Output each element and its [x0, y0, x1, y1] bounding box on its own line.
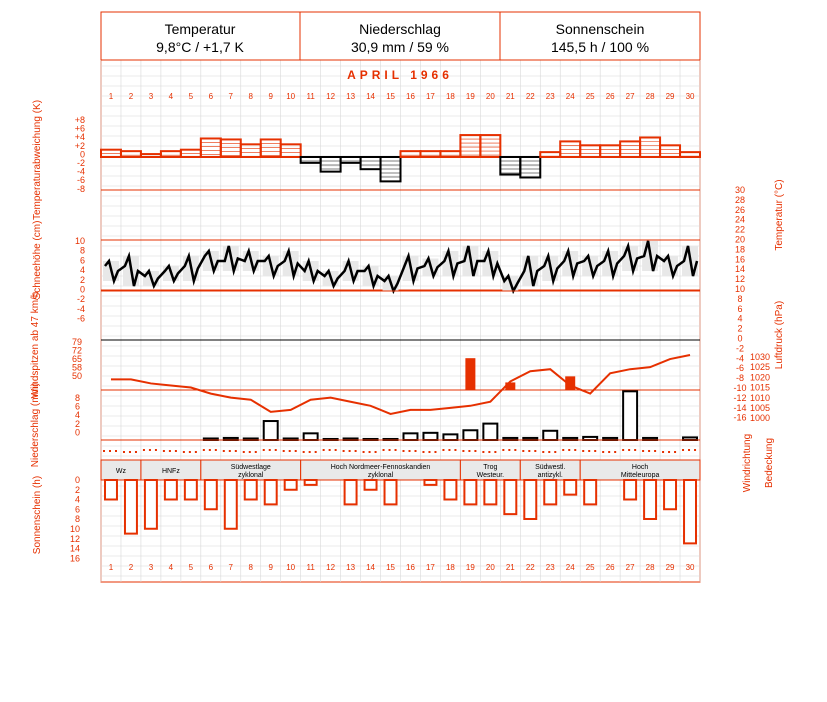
- weather-type-label: Wz: [115, 468, 127, 475]
- day-label-bottom: 21: [505, 563, 515, 572]
- wind-dir-marker: [255, 451, 257, 453]
- tick-label: 6: [74, 504, 80, 515]
- pressure-axis-label: Luftdruck (hPa): [774, 300, 785, 370]
- tick-label: 18: [734, 244, 746, 255]
- day-label-bottom: 19: [465, 563, 475, 572]
- wind-dir-marker: [688, 449, 690, 451]
- tick-label: 12: [734, 274, 746, 285]
- weather-type-label: Mitteleuropa: [620, 472, 660, 479]
- wind-dir-marker: [389, 449, 391, 451]
- wind-dir-marker: [403, 450, 405, 452]
- wind-dir-marker: [395, 449, 397, 451]
- wind-dir-marker: [474, 450, 476, 452]
- wind-dir-marker: [283, 450, 285, 452]
- wind-dir-marker: [215, 449, 217, 451]
- wind-dir-marker: [522, 450, 524, 452]
- precip-bar: [404, 433, 418, 440]
- sunshine-bar: [185, 480, 197, 500]
- wind-dir-marker: [448, 449, 450, 451]
- tick-label: 26: [734, 204, 746, 215]
- wind-dir-marker: [243, 451, 245, 453]
- wind-dir-marker: [329, 449, 331, 451]
- wind-dir-marker: [189, 451, 191, 453]
- sunshine-bar: [504, 480, 516, 514]
- wind-dir-marker: [263, 449, 265, 451]
- precip-bar: [483, 424, 497, 440]
- day-label-bottom: 26: [605, 563, 615, 572]
- wind-dir-marker: [235, 450, 237, 452]
- day-label-top: 21: [505, 92, 515, 101]
- tick-label: 2: [74, 484, 80, 495]
- day-label-bottom: 3: [148, 563, 154, 572]
- month-title: APRIL 1966: [347, 68, 453, 82]
- sunshine-bar: [165, 480, 177, 500]
- weather-type-label: Hoch: [631, 464, 649, 471]
- wind-dir-marker: [568, 449, 570, 451]
- tick-label: 2: [79, 274, 85, 285]
- sunshine-bar: [145, 480, 157, 529]
- wind-dir-marker: [528, 450, 530, 452]
- wind-dir-marker: [614, 451, 616, 453]
- weather-type-panel: [101, 460, 700, 480]
- wind-dir-marker: [303, 451, 305, 453]
- tick-label: 8: [74, 393, 80, 403]
- wind-dir-marker: [482, 451, 484, 453]
- wind-dir-marker: [562, 449, 564, 451]
- precip-bar: [443, 434, 457, 440]
- wind-dir-marker: [442, 449, 444, 451]
- wind-dir-marker: [135, 451, 137, 453]
- wind-dir-marker: [462, 450, 464, 452]
- tick-label: 1020: [749, 372, 771, 383]
- day-label-bottom: 13: [346, 563, 356, 572]
- tick-label: +8: [74, 115, 85, 125]
- tick-label: 14: [69, 543, 80, 554]
- wind-dir-marker: [502, 449, 504, 451]
- sunshine-bar: [644, 480, 656, 519]
- header-value: 30,9 mm / 59 %: [350, 39, 450, 55]
- tick-label: -2: [76, 294, 85, 305]
- wind-dir-marker: [488, 451, 490, 453]
- tick-label: 22: [734, 224, 746, 235]
- day-label-bottom: 22: [525, 563, 535, 572]
- wind-dir-marker: [654, 450, 656, 452]
- day-label-bottom: 29: [665, 563, 675, 572]
- wind-dir-marker: [355, 450, 357, 452]
- wind-dir-marker: [315, 451, 317, 453]
- tick-label: -14: [733, 402, 747, 413]
- wind-dir-marker: [335, 449, 337, 451]
- wind-dir-marker: [149, 449, 151, 451]
- tick-label: 50: [71, 371, 82, 381]
- tick-label: 0: [74, 475, 80, 485]
- wind-dir-marker: [163, 450, 165, 452]
- day-label-top: 15: [386, 92, 395, 101]
- day-label-bottom: 1: [108, 563, 114, 572]
- tick-label: 8: [74, 514, 80, 525]
- wind-dir-marker: [494, 451, 496, 453]
- sunshine-bar: [584, 480, 596, 504]
- wind-dir-marker: [295, 450, 297, 452]
- cloud-axis-label: Bedeckung: [764, 437, 775, 489]
- day-label-top: 28: [645, 92, 655, 101]
- weather-type-label: Trog: [483, 464, 498, 471]
- sunshine-bar: [664, 480, 676, 509]
- day-label-bottom: 27: [625, 563, 635, 572]
- wind-dir-marker: [542, 451, 544, 453]
- tick-label: -10: [733, 383, 747, 393]
- tick-label: 1025: [749, 362, 771, 373]
- sunshine-bar: [424, 480, 436, 485]
- tick-label: 6: [74, 401, 80, 412]
- tick-label: -16: [733, 412, 747, 423]
- day-label-top: 17: [425, 92, 435, 101]
- day-label-bottom: 23: [545, 563, 555, 572]
- tick-label: 58: [71, 362, 82, 373]
- wind-dir-marker: [323, 449, 325, 451]
- tick-label: +6: [74, 123, 85, 134]
- wind-dir-marker: [363, 451, 365, 453]
- sunshine-bar: [544, 480, 556, 504]
- sunshine-bar: [624, 480, 636, 500]
- wind-dir-marker: [662, 451, 664, 453]
- weather-type-label: antizykl.: [537, 472, 563, 479]
- day-label-bottom: 10: [286, 563, 296, 572]
- tick-label: 6: [79, 255, 85, 266]
- wind-dir-marker: [349, 450, 351, 452]
- day-label-top: 6: [208, 92, 214, 101]
- tick-label: 4: [737, 313, 743, 324]
- tick-label: 1030: [749, 352, 771, 362]
- sunshine-bar: [524, 480, 536, 519]
- wind-dir-marker: [694, 449, 696, 451]
- sunshine-bar: [125, 480, 137, 534]
- wind-dir-marker: [289, 450, 291, 452]
- tick-label: 16: [734, 254, 746, 265]
- wind-gust-bar: [465, 358, 475, 390]
- tick-label: 10: [74, 236, 85, 246]
- sunshine-bar: [285, 480, 297, 490]
- day-label-top: 22: [525, 92, 535, 101]
- wind-dir-marker: [602, 451, 604, 453]
- day-label-top: 29: [665, 92, 675, 101]
- sun-axis-label: Sonnenschein (h): [32, 475, 43, 555]
- tick-label: 1005: [749, 403, 771, 413]
- day-label-top: 18: [445, 92, 455, 101]
- day-label-bottom: 7: [228, 563, 234, 572]
- tick-label: 6: [737, 303, 743, 314]
- precip-bar: [463, 430, 477, 440]
- tick-label: 10: [734, 284, 746, 294]
- wind-dir-marker: [668, 451, 670, 453]
- wind-dir-marker: [203, 449, 205, 451]
- day-label-bottom: 5: [188, 563, 194, 572]
- tick-label: 0: [74, 427, 80, 438]
- tick-label: 12: [69, 533, 80, 544]
- day-label-top: 24: [565, 92, 575, 101]
- wind-dir-marker: [422, 451, 424, 453]
- tick-label: 8: [79, 245, 85, 256]
- day-label-top: 10: [286, 92, 296, 101]
- day-label-bottom: 25: [585, 563, 595, 572]
- wind-dir-marker: [428, 451, 430, 453]
- day-label-top: 25: [585, 92, 595, 101]
- day-label-top: 7: [228, 92, 234, 101]
- tick-label: 30: [734, 185, 746, 195]
- day-label-top: 19: [465, 92, 475, 101]
- weather-type-label: Südwestl.: [535, 464, 566, 471]
- sunshine-bar: [225, 480, 237, 529]
- wind-dir-marker: [103, 450, 105, 452]
- tick-label: -2: [76, 158, 85, 168]
- wind-dir-marker: [175, 450, 177, 452]
- wind-dir-marker: [682, 449, 684, 451]
- wind-dir-marker: [514, 449, 516, 451]
- day-label-top: 9: [268, 92, 273, 101]
- precip-bar: [264, 421, 278, 440]
- sunshine-bar: [305, 480, 317, 485]
- sunshine-bar: [105, 480, 117, 500]
- day-label-bottom: 17: [425, 563, 435, 572]
- tick-label: +2: [74, 140, 85, 151]
- wind-dir-marker: [369, 451, 371, 453]
- day-label-top: 13: [346, 92, 356, 101]
- tick-label: 4: [74, 410, 80, 421]
- wind-dir-marker: [209, 449, 211, 451]
- temperature-axis-label: Temperatur (°C): [774, 179, 785, 251]
- day-label-bottom: 28: [645, 563, 655, 572]
- day-label-bottom: 9: [268, 563, 273, 572]
- day-label-bottom: 2: [128, 563, 134, 572]
- wind-dir-marker: [383, 449, 385, 451]
- day-label-bottom: 15: [386, 563, 395, 572]
- tick-label: 24: [734, 214, 746, 225]
- weather-type-label: Westeur.: [476, 472, 505, 479]
- wind-dir-marker: [622, 449, 624, 451]
- weather-type-label: zyklonal: [367, 472, 394, 479]
- header-title: Sonnenschein: [555, 21, 645, 37]
- wind-dir-marker: [183, 451, 185, 453]
- sunshine-bar: [684, 480, 696, 543]
- wind-dir-marker: [129, 451, 131, 453]
- wind-dir-marker: [434, 451, 436, 453]
- wind-dir-marker: [309, 451, 311, 453]
- wind-dir-marker: [574, 449, 576, 451]
- day-label-top: 11: [306, 92, 315, 101]
- sunshine-bar: [245, 480, 257, 500]
- wind-dir-marker: [454, 449, 456, 451]
- day-label-top: 16: [406, 92, 415, 101]
- day-label-bottom: 18: [445, 563, 455, 572]
- wind-dir-marker: [468, 450, 470, 452]
- sunshine-bar: [385, 480, 397, 504]
- day-label-top: 8: [248, 92, 253, 101]
- wind-dir-marker: [109, 450, 111, 452]
- snow-axis-label: Schneehöhe (cm): [32, 220, 43, 300]
- tick-label: 10: [69, 524, 80, 534]
- wind-dir-marker: [634, 449, 636, 451]
- day-label-bottom: 8: [248, 563, 253, 572]
- weather-type-label: Hoch Nordmeer-Fennoskandien: [330, 464, 431, 471]
- day-label-top: 30: [685, 92, 695, 101]
- wind-dir-marker: [554, 451, 556, 453]
- wind-dir-marker: [582, 450, 584, 452]
- temp-anomaly-axis-label: Temperaturabweichung (K): [32, 99, 43, 221]
- tick-label: 72: [71, 345, 82, 356]
- wind-dir-marker: [588, 450, 590, 452]
- tick-label: -8: [76, 183, 85, 194]
- wind-dir-marker: [534, 450, 536, 452]
- wind-dir-marker: [375, 451, 377, 453]
- header-value: 9,8°C / +1,7 K: [156, 39, 244, 55]
- wind-dir-marker: [143, 449, 145, 451]
- tick-label: -4: [76, 166, 85, 177]
- day-label-bottom: 6: [208, 563, 214, 572]
- wind-dir-marker: [648, 450, 650, 452]
- sunshine-bar: [464, 480, 476, 504]
- header-title: Temperatur: [164, 21, 236, 37]
- tick-label: 2: [737, 323, 743, 334]
- tick-label: -6: [76, 175, 85, 186]
- day-label-top: 14: [366, 92, 376, 101]
- day-label-top: 23: [545, 92, 555, 101]
- day-label-top: 5: [188, 92, 194, 101]
- precip-bar: [543, 431, 557, 440]
- sunshine-bar: [265, 480, 277, 504]
- tick-label: 0: [79, 149, 85, 160]
- wind-axis-label: Windspitzen ab 47 km/h: [30, 291, 41, 399]
- precip-bar: [304, 433, 318, 440]
- day-label-bottom: 12: [326, 563, 336, 572]
- tick-label: 79: [71, 337, 82, 347]
- tick-label: 20: [734, 234, 746, 245]
- day-label-top: 12: [326, 92, 336, 101]
- wind-dir-marker: [415, 450, 417, 452]
- header-title: Niederschlag: [359, 21, 441, 37]
- precip-axis-label: Niederschlag (mm): [30, 382, 41, 468]
- weather-type-label: HNFz: [161, 468, 180, 475]
- tick-label: 16: [69, 553, 80, 564]
- precip-bar: [423, 433, 437, 440]
- sunshine-bar: [564, 480, 576, 495]
- tick-label: 4: [74, 494, 80, 505]
- day-label-bottom: 14: [366, 563, 376, 572]
- tick-label: 14: [734, 264, 746, 275]
- wind-dir-marker: [123, 451, 125, 453]
- tick-label: -2: [735, 343, 745, 354]
- tick-label: +4: [74, 132, 85, 143]
- tick-label: -12: [733, 392, 747, 403]
- wind-dir-marker: [628, 449, 630, 451]
- wind-dir-marker: [409, 450, 411, 452]
- day-label-top: 4: [168, 92, 174, 101]
- day-label-top: 3: [148, 92, 154, 101]
- tick-label: 1010: [749, 392, 771, 403]
- weather-type-label: zyklonal: [238, 472, 264, 479]
- day-label-bottom: 4: [168, 563, 174, 572]
- day-label-bottom: 30: [685, 563, 695, 572]
- day-label-top: 2: [128, 92, 134, 101]
- tick-label: 2: [74, 418, 80, 429]
- tick-label: -6: [735, 363, 745, 374]
- wind-dir-marker: [195, 451, 197, 453]
- wind-gust-bar: [505, 382, 515, 390]
- tick-label: -6: [76, 313, 85, 324]
- day-label-bottom: 11: [306, 563, 315, 572]
- tick-label: 28: [734, 194, 746, 205]
- tick-label: -4: [735, 353, 745, 364]
- tick-label: 8: [737, 293, 743, 304]
- day-label-bottom: 24: [565, 563, 575, 572]
- wind-dir-marker: [115, 450, 117, 452]
- wind-dir-marker: [155, 449, 157, 451]
- weather-type-label: Südwestlage: [230, 464, 271, 471]
- precip-bar: [623, 391, 637, 440]
- tick-label: -8: [735, 373, 745, 384]
- day-label-top: 26: [605, 92, 615, 101]
- tick-label: -4: [76, 303, 85, 314]
- wind-dir-marker: [275, 449, 277, 451]
- wind-dir-marker: [269, 449, 271, 451]
- sunshine-bar: [484, 480, 496, 504]
- day-label-top: 1: [108, 92, 114, 101]
- wind-dir-marker: [229, 450, 231, 452]
- sunshine-bar: [345, 480, 357, 504]
- tick-label: 1015: [749, 382, 771, 393]
- wind-dir-marker: [508, 449, 510, 451]
- wind-dir-marker: [343, 450, 345, 452]
- wind-dir-marker: [608, 451, 610, 453]
- tick-label: 1000: [749, 413, 771, 424]
- wind-dir-axis-label: Windrichtung: [742, 433, 753, 493]
- wind-dir-marker: [249, 451, 251, 453]
- sunshine-bar: [205, 480, 217, 509]
- wind-dir-marker: [169, 450, 171, 452]
- tick-label: 65: [71, 354, 82, 364]
- tick-label: 0: [737, 333, 743, 344]
- wind-dir-marker: [594, 450, 596, 452]
- sunshine-bar: [365, 480, 377, 490]
- day-label-bottom: 16: [406, 563, 415, 572]
- tick-label: 0: [79, 284, 85, 295]
- wind-dir-marker: [674, 451, 676, 453]
- wind-dir-marker: [642, 450, 644, 452]
- day-label-top: 27: [625, 92, 635, 101]
- wind-dir-marker: [548, 451, 550, 453]
- wind-gust-bar: [565, 376, 575, 390]
- sunshine-bar: [444, 480, 456, 500]
- day-label-top: 20: [485, 92, 495, 101]
- header-value: 145,5 h / 100 %: [550, 39, 650, 55]
- wind-dir-marker: [223, 450, 225, 452]
- tick-label: 4: [79, 265, 85, 276]
- day-label-bottom: 20: [485, 563, 495, 572]
